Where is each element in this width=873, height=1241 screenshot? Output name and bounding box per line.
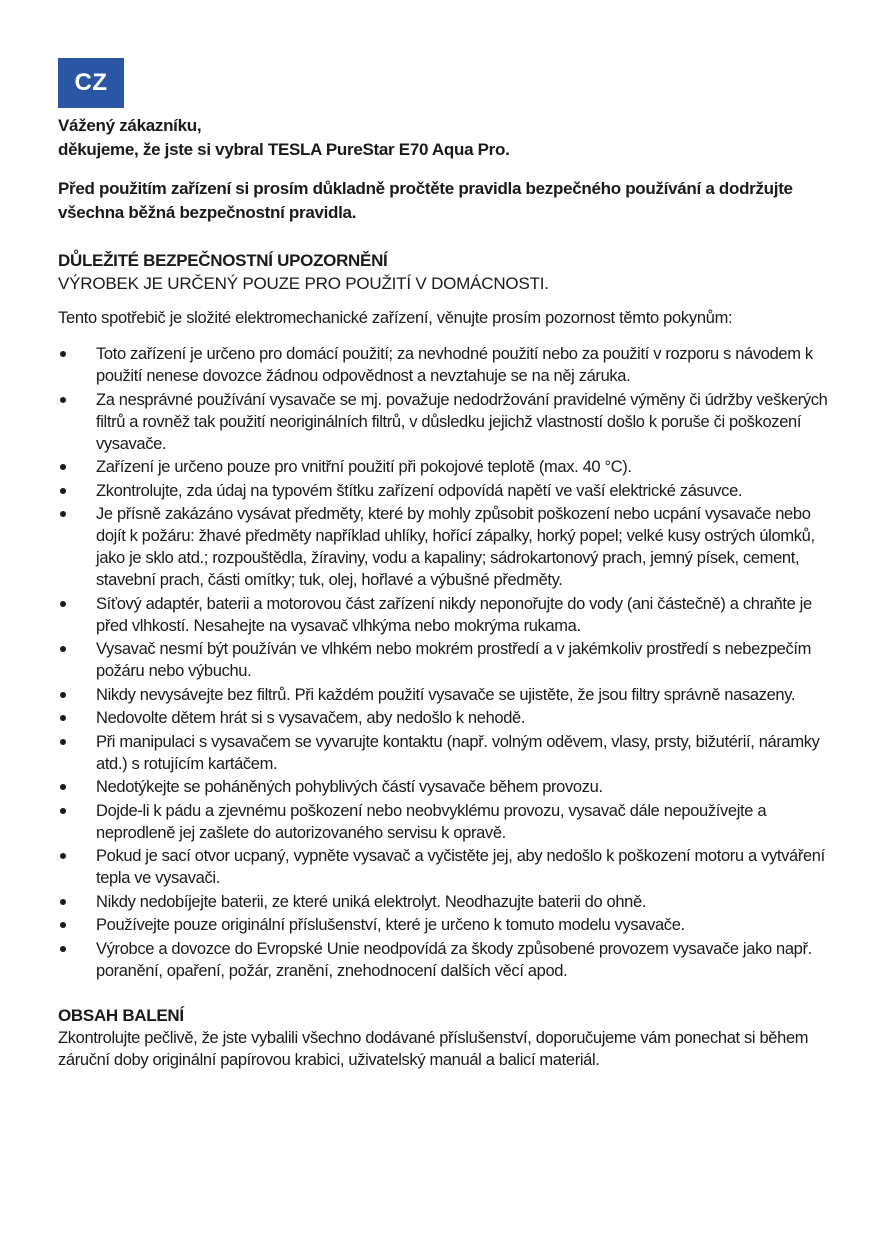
safety-instruction-item [58, 503, 828, 591]
safety-instruction-text: Dojde-li k pádu a zjevnému poškození nebo neobvyklému provozu, vysavač dále nepoužívejte a neprodleně jej zašlete do autorizovaného servisu k opravě. [96, 801, 767, 842]
bullet-icon [60, 739, 66, 745]
bullet-icon [60, 511, 66, 517]
safety-instruction-text: Při manipulaci s vysavačem se vyvarujte kontaktu (např. volným oděvem, vlasy, prsty, bižutérií, náramky atd.) s rotujícím kartáčem. [96, 732, 820, 773]
bullet-icon [60, 715, 66, 721]
safety-instruction-item [58, 731, 828, 775]
greeting-thanks: děkujeme, že jste si vybral TESLA PureStar E70 Aqua Pro. [58, 139, 510, 159]
safety-instructions-list [58, 343, 828, 982]
bullet-icon [60, 784, 66, 790]
safety-instruction-item [58, 389, 828, 455]
safety-instruction-item [58, 891, 828, 913]
bullet-icon [60, 692, 66, 698]
safety-instruction-text: Pokud je sací otvor ucpaný, vypněte vysavač a vyčistěte jej, aby nedošlo k poškození motoru a vytváření tepla ve vysavači. [96, 847, 825, 887]
bullet-icon [60, 922, 66, 928]
safety-section-title: DŮLEŽITÉ BEZPEČNOSTNÍ UPOZORNĚNÍ [58, 251, 388, 270]
bullet-icon [60, 853, 66, 859]
language-badge: CZ [58, 58, 124, 108]
greeting [58, 114, 828, 161]
safety-lead-text: Tento spotřebič je složité elektromechanické zařízení, věnujte prosím pozornost těmto pokynům: [58, 309, 733, 327]
safety-instruction-text: Používejte pouze originální příslušenství, které je určeno k tomuto modelu vysavače. [96, 916, 685, 934]
safety-instruction-item [58, 638, 828, 682]
greeting-salutation: Vážený zákazníku, [58, 116, 202, 135]
bullet-icon [60, 397, 66, 403]
safety-instruction-text: Síťový adaptér, baterii a motorovou část zařízení nikdy neponořujte do vody (ani částečně) a chraňte je před vlhkostí. Nesahejte na vysavač vlhkýma nebo mokrýma rukama. [96, 594, 812, 635]
safety-instruction-item [58, 800, 828, 844]
bullet-icon [60, 899, 66, 905]
safety-instruction-item [58, 343, 828, 387]
bullet-icon [60, 646, 66, 652]
safety-instruction-item [58, 845, 828, 889]
safety-instruction-text: Za nesprávné používání vysavače se mj. považuje nedodržování pravidelné výměny či údržby veškerých filtrů a rovněž tak použití neoriginálních filtrů, v důsledku jejichž vlastností došlo k poruše či poškození vysavače. [96, 390, 828, 453]
bullet-icon [60, 808, 66, 814]
bullet-icon [60, 464, 66, 470]
safety-instruction-item [58, 776, 828, 798]
safety-instruction-item [58, 456, 828, 478]
safety-instruction-item [58, 914, 828, 936]
safety-instruction-text: Nikdy nedobíjejte baterii, ze které uniká elektrolyt. Neodhazujte baterii do ohně. [96, 892, 647, 911]
safety-instruction-text: Nikdy nevysávejte bez filtrů. Při každém použití vysavače se ujistěte, že jsou filtry správně nasazeny. [96, 685, 796, 704]
safety-instruction-text: Je přísně zakázáno vysávat předměty, které by mohly způsobit poškození nebo ucpání vysavače nebo dojít k požáru: žhavé předměty například uhlíky, hořící zápalky, horký popel; velké kusy ostrých úlomků, jako je sklo atd.; rozpouštědla, žíraviny, vodu a kapaliny; sádrokartonový prach, jemný písek, cement, stavební prach, části omítky; tuk, olej, hořlavé a výbušné předměty. [96, 505, 815, 589]
safety-instruction-text: Nedotýkejte se poháněných pohyblivých částí vysavače během provozu. [96, 778, 603, 796]
safety-instruction-item [58, 707, 828, 729]
bullet-icon [60, 601, 66, 607]
safety-instruction-text: Toto zařízení je určeno pro domácí použití; za nevhodné použití nebo za použití v rozporu s návodem k použití nenese dovozce žádnou odpovědnost a nevztahuje se na něj záruka. [96, 345, 813, 385]
safety-instruction-text: Vysavač nesmí být používán ve vlhkém nebo mokrém prostředí a v jakémkoliv prostředí s nebezpečím požáru nebo výbuchu. [96, 640, 812, 680]
package-contents-text: Zkontrolujte pečlivě, že jste vybalili všechno dodávané příslušenství, doporučujeme vám ponechat si během záruční doby originální papírovou krabici, uživatelský manuál a balicí materiál. [58, 1028, 809, 1069]
safety-instruction-text: Nedovolte dětem hrát si s vysavačem, aby nedošlo k nehodě. [96, 709, 526, 727]
safety-section-subtitle: VÝROBEK JE URČENÝ POUZE PRO POUŽITÍ V DOMÁCNOSTI. [58, 274, 549, 293]
intro-paragraph: Před použitím zařízení si prosím důkladně pročtěte pravidla bezpečného používání a dodržujte všechna běžná bezpečnostní pravidla. [58, 179, 793, 222]
safety-instruction-item [58, 938, 828, 982]
safety-instruction-item [58, 593, 828, 637]
safety-instruction-item [58, 684, 828, 706]
bullet-icon [60, 946, 66, 952]
safety-instruction-text: Zařízení je určeno pouze pro vnitřní použití při pokojové teplotě (max. 40 °C). [96, 458, 632, 476]
safety-instruction-text: Výrobce a dovozce do Evropské Unie neodpovídá za škody způsobené provozem vysavače jako např. poranění, opaření, požár, zranění, znehodnocení dalších věcí apod. [96, 939, 812, 980]
safety-instruction-text: Zkontrolujte, zda údaj na typovém štítku zařízení odpovídá napětí ve vaší elektrické zásuvce. [96, 481, 743, 500]
package-section-title: OBSAH BALENÍ [58, 1005, 184, 1025]
safety-instruction-item [58, 480, 828, 502]
bullet-icon [60, 488, 66, 494]
bullet-icon [60, 351, 66, 357]
manual-page [58, 58, 828, 1071]
